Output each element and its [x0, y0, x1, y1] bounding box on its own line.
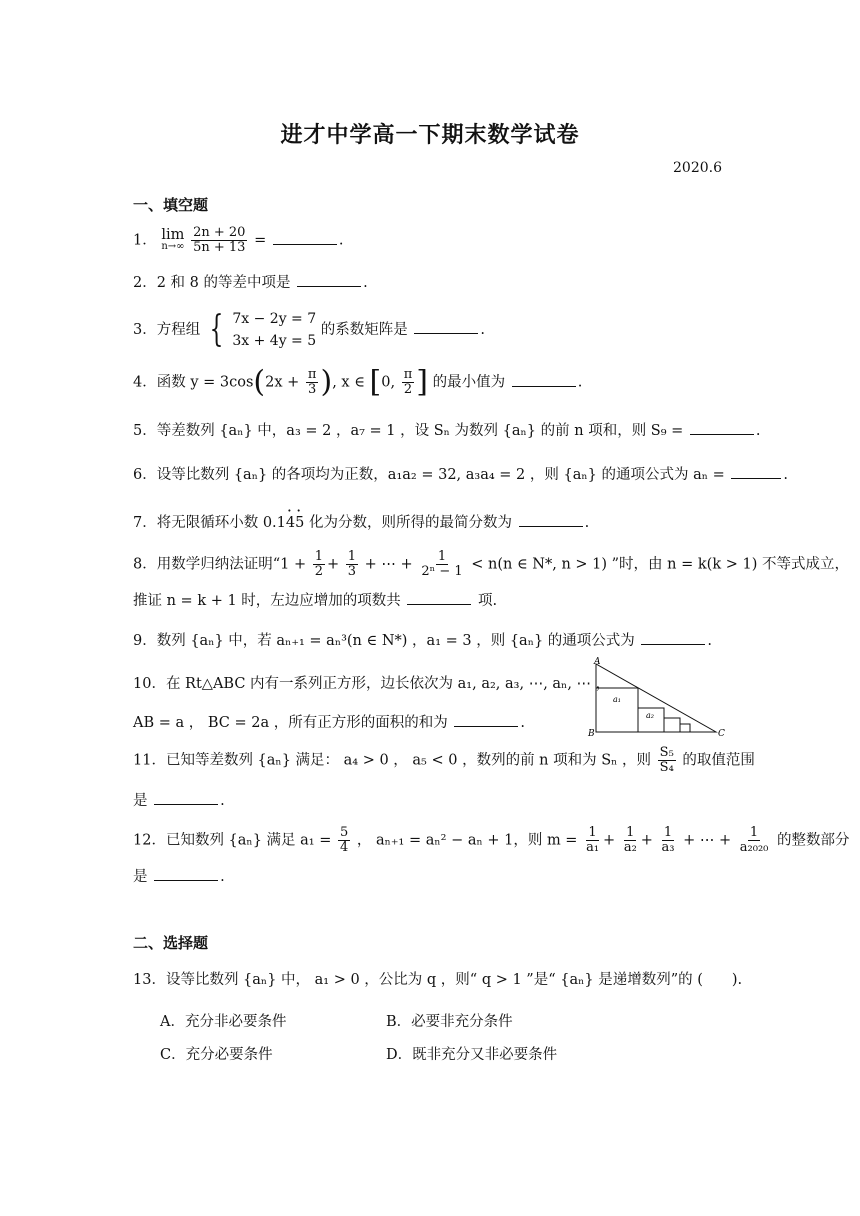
question-5: 5．等差数列 {aₙ} 中，a₃ = 2 ，a₇ = 1 ，设 Sₙ 为数列 {aₙ} 的前 n 项和，则 S₉ = .	[133, 420, 761, 441]
q12-ellipsis: + ⋯ +	[683, 832, 732, 849]
question-13	[133, 970, 742, 990]
q10-text: 10．在 Rt△ABC 内有一系列正方形，边长依次为 a₁, a₂, a₃, ⋯, aₙ, ⋯ ，	[133, 676, 611, 692]
question-12-line-1: 12．已知数列 {aₙ} 满足 a₁ = $\frac{5}{4}$ ， aₙ₊₁ = aₙ² − aₙ + 1，则 m = $\frac{1}{\text{a₁}}$ + $\frac{1}{\text{a₂}}$ + $\frac{1}{\text{a₃}}$ + ⋯ + $\frac{1}{\text{a₂₀₂₀}}$ 的整数部分	[133, 825, 850, 855]
q6-answer-blank[interactable]	[731, 464, 781, 479]
q2-text: 2．2 和 8 的等差中项是	[133, 275, 291, 291]
q5-answer-blank[interactable]	[690, 420, 754, 435]
q4-domain: , x ∈	[332, 374, 365, 391]
q8-f3-den: 2ⁿ − 1	[421, 564, 463, 579]
q12-t3-num: 1	[663, 825, 673, 840]
q8-answer-blank[interactable]	[407, 590, 471, 605]
q7-suffix: 化为分数，则所得的最简分数为	[308, 515, 512, 531]
q12-prefix: 12．已知数列 {aₙ} 满足 a₁ =	[133, 832, 332, 849]
q12-t1-den: a₁	[586, 840, 600, 855]
q4-answer-blank[interactable]	[512, 372, 576, 387]
q11-ratio	[658, 746, 676, 775]
q3-suffix: 的系数矩阵是	[320, 322, 408, 338]
q12-a1-value	[338, 826, 350, 855]
q12-t4-num: 1	[749, 825, 759, 840]
q2-answer-blank[interactable]	[297, 272, 361, 287]
q12-term-last	[738, 826, 771, 855]
q12-t2-num: 1	[626, 825, 635, 840]
q1-equals: =	[254, 232, 267, 249]
q8-frac-half	[313, 550, 325, 579]
q11-prefix: 11．已知等差数列 {aₙ} 满足： a₄ > 0 ， a₅ < 0 ，数列的前 n 项和为 Sₙ ，则	[133, 752, 652, 769]
q4-suffix: 的最小值为	[432, 374, 506, 391]
q12-a1-den: 4	[339, 840, 349, 855]
q11-line2-prefix: 是	[133, 793, 148, 809]
question-1: 1． lim n→∞ $\frac{2n + 20}{5n + 13}$ = .	[133, 225, 344, 255]
vertex-b-label: B	[588, 729, 595, 738]
exam-title: 进才中学高一下期末数学试卷	[280, 122, 580, 148]
q12-term-2	[622, 826, 639, 855]
q12-answer-blank[interactable]	[154, 866, 218, 881]
q1-fraction	[191, 226, 247, 255]
q8-ellipsis: + ⋯ +	[364, 556, 413, 573]
q10-triangle-figure	[586, 656, 726, 738]
q11-s5: S₅	[659, 745, 674, 760]
q3-system	[232, 308, 316, 352]
q8-f1-den: 2	[314, 564, 324, 579]
question-2: 2．2 和 8 的等差中项是 .	[133, 272, 368, 293]
q1-numerator: 2n + 20	[193, 225, 246, 240]
q4-left-paren: (	[253, 364, 266, 400]
q4-two: 2	[403, 382, 413, 397]
q9-answer-blank[interactable]	[641, 630, 705, 645]
q8-prefix: 8．用数学归纳法证明“1 +	[133, 556, 307, 573]
q8-f3-num: 1	[437, 549, 447, 564]
vertex-c-label: C	[718, 729, 725, 738]
q4-function: y = 3cos	[190, 374, 254, 391]
q5-text: 5．等差数列 {aₙ} 中，a₃ = 2 ，a₇ = 1 ，设 Sₙ 为数列 {aₙ} 的前 n 项和，则 S₉ =	[133, 423, 684, 439]
section-choice-heading: 二、选择题	[133, 934, 209, 952]
question-9: 9．数列 {aₙ} 中，若 aₙ₊₁ = aₙ³(n ∈ N*) ，a₁ = 3 ，则 {aₙ} 的通项公式为 .	[133, 630, 712, 651]
q6-text: 6．设等比数列 {aₙ} 的各项均为正数，a₁a₂ = 32, a₃a₄ = 2 ，则 {aₙ} 的通项公式为 aₙ =	[133, 467, 725, 483]
q8-line2-suffix: 项.	[478, 593, 498, 609]
q7-repeat-digit-1: · 4	[286, 515, 295, 531]
q12-t2-den: a₂	[623, 840, 637, 855]
exam-date: 2020.6	[673, 160, 722, 176]
q4-pi-over-2	[402, 368, 415, 397]
question-4: 4．函数 y = 3cos(2x + $\frac{\pi}{3}$ ), x ∈ [0, $\frac{\pi}{2}$ ] 的最小值为 .	[133, 364, 583, 400]
q13-option-b[interactable]: B．必要非充分条件	[386, 1014, 513, 1030]
q11-s4: S₄	[659, 760, 674, 775]
q8-line2-prefix: 推证 n = k + 1 时，左边应增加的项数共	[133, 593, 401, 609]
question-6: 6．设等比数列 {aₙ} 的各项均为正数，a₁a₂ = 32, a₃a₄ = 2 ，则 {aₙ} 的通项公式为 aₙ = .	[133, 464, 788, 485]
vertex-a-label: A	[594, 657, 601, 667]
square-a3	[664, 718, 680, 732]
q4-three: 3	[308, 382, 317, 397]
q1-limit	[161, 226, 185, 253]
q3-brace: {	[209, 309, 224, 350]
q4-pi-over-3	[306, 368, 319, 397]
q12-t4-den: a₂₀₂₀	[739, 840, 769, 855]
q12-term-3	[660, 826, 677, 855]
q12-recurrence: ， aₙ₊₁ = aₙ² − aₙ + 1，则 m =	[356, 832, 578, 849]
q12-term-1	[584, 826, 601, 855]
q13-option-c[interactable]: C．充分必要条件	[160, 1047, 273, 1063]
square-a1-label: a₁	[613, 695, 621, 704]
q4-pi-2: π	[403, 367, 413, 382]
question-11-line-2: 是 .	[133, 790, 225, 811]
q12-suffix: 的整数部分	[776, 832, 850, 849]
q4-left-bracket: [	[369, 364, 382, 400]
question-10-line-2: AB = a ， BC = 2a ，所有正方形的面积的和为 .	[133, 712, 525, 733]
question-8-line-2	[133, 590, 497, 611]
q7-repeat-digit-2: · 5	[295, 515, 304, 531]
q3-equation-2: 3x + 4y = 5	[232, 333, 317, 349]
question-8-line-1: 8．用数学归纳法证明“1 + $\frac{1}{2}$ + $\frac{1}{3}$ + ⋯ + $\frac{1}{\text{2ⁿ − 1}}$ < n(n ∈ N*, n > 1) ”时，由 n = k(k > 1) 不等式成立，	[133, 549, 849, 579]
q7-answer-blank[interactable]	[519, 512, 583, 527]
q8-suffix: < n(n ∈ N*, n > 1) ”时，由 n = k(k > 1) 不等式成立，	[471, 556, 849, 573]
question-12-line-2: 是 .	[133, 866, 225, 887]
q10-answer-blank[interactable]	[454, 712, 518, 727]
q13-option-d[interactable]: D．既非充分又非必要条件	[386, 1047, 558, 1063]
q8-f2-num: 1	[347, 549, 357, 564]
q3-equation-1: 7x − 2y = 7	[232, 311, 317, 327]
q3-prefix: 3．方程组	[133, 322, 201, 338]
q12-t3-den: a₃	[661, 840, 675, 855]
q8-frac-third	[346, 550, 358, 579]
square-a4	[680, 724, 690, 732]
q1-denominator: 5n + 13	[193, 240, 246, 255]
q9-text: 9．数列 {aₙ} 中，若 aₙ₊₁ = aₙ³(n ∈ N*) ，a₁ = 3 ，则 {aₙ} 的通项公式为	[133, 633, 635, 649]
q13-text: 13．设等比数列 {aₙ} 中， a₁ > 0 ，公比为 q ，则“ q > 1 ”是“ {aₙ} 是递增数列”的 ( ).	[133, 972, 743, 988]
question-7: 7．将无限循环小数 0.1· 4· 5 化为分数，则所得的最简分数为 .	[133, 512, 589, 533]
question-10-line-1	[133, 674, 610, 694]
question-11-line-1	[133, 746, 755, 775]
q1-lim-sub: n→∞	[161, 240, 185, 252]
section-fill-heading: 一、填空题	[133, 196, 209, 214]
q4-prefix: 4．函数	[133, 374, 186, 391]
q8-f1-num: 1	[314, 549, 324, 564]
q12-t1-num: 1	[588, 825, 597, 840]
q1-answer-blank[interactable]	[273, 230, 337, 245]
q3-answer-blank[interactable]	[414, 319, 478, 334]
q8-f2-den: 3	[347, 564, 357, 579]
q4-zero: 0,	[381, 374, 396, 391]
q1-number: 1．	[133, 232, 157, 249]
q13-option-a[interactable]: A．充分非必要条件	[160, 1014, 287, 1030]
q11-answer-blank[interactable]	[154, 790, 218, 805]
q4-right-bracket: ]	[416, 364, 428, 400]
q1-lim-word: lim	[161, 226, 185, 243]
q4-argument: 2x +	[265, 374, 300, 391]
q11-suffix: 的取值范围	[682, 752, 755, 769]
q12-a1-num: 5	[339, 825, 349, 840]
q4-right-paren: )	[320, 364, 333, 400]
q8-frac-last	[419, 550, 464, 579]
square-a2-label: a₂	[646, 711, 654, 720]
q10-line2-text: AB = a ， BC = 2a ，所有正方形的面积的和为	[133, 715, 448, 731]
q7-prefix: 7．将无限循环小数 0.1	[133, 515, 286, 531]
q12-line2-prefix: 是	[133, 869, 148, 885]
question-3: 3．方程组 { 7x − 2y = 7 3x + 4y = 5 的系数矩阵是 .	[133, 309, 485, 350]
q4-pi: π	[307, 367, 317, 382]
